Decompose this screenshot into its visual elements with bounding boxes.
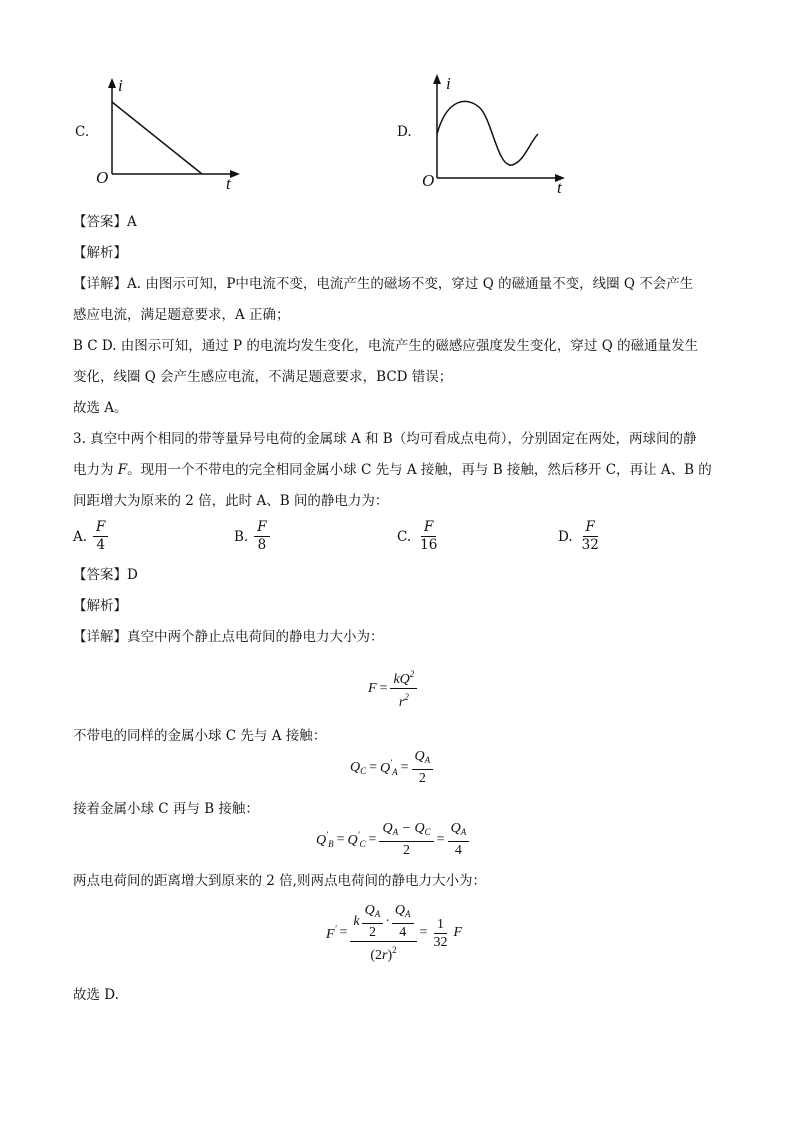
q2-conclusion: 故选 A。: [73, 400, 128, 416]
fraction-numerator: F: [583, 519, 598, 537]
equation-charge-c-a: $Q_C$ = $Q'_A$ = $\frac{Q_A}{2}$: [350, 748, 433, 787]
option-b: [234, 519, 270, 554]
option-fraction: [254, 519, 269, 554]
q2-detail-line: 变化，线圈 Q 会产生感应电流，不满足题意要求，BCD 错误；: [73, 369, 453, 385]
q3-detail: 【详解】真空中两个静止点电荷间的静电力大小为：: [73, 629, 384, 645]
equation-new-force: F' = k $\frac{Q_A}{2}$ · $\frac{Q_A}{4}$ $(2r)^2$ = $\frac{1}{32}$ F: [326, 903, 463, 963]
equation-coulomb: F = $\frac{kQ^2}{r^2}$: [368, 666, 417, 711]
q3-stem-line: 3. 真空中两个相同的带等量异号电荷的金属球 A 和 B（均可看成点电荷），分别固定在两处，两球间的静: [73, 431, 697, 447]
option-label: A.: [73, 528, 88, 545]
q3-stem: [73, 424, 723, 517]
graph-c-y-label: i: [118, 76, 123, 95]
q3-stem-line: 间距增大为原来的 2 倍，此时 A、B 间的静电力为：: [73, 493, 389, 509]
option-label: C.: [397, 528, 412, 545]
graph-d-x-label: t: [557, 178, 562, 197]
graph-d: [420, 68, 580, 193]
q3-stem-text: 电力为: [73, 462, 118, 478]
q3-stem-text: 。现用一个不带电的完全相同金属小球 C 先与 A 接触，再与 B 接触，然后移开 C，再让 A、B 的: [127, 462, 712, 478]
option-c: [397, 519, 440, 554]
equation-charge-c-b: $Q'_B$ = $Q'_C$ = $\frac{Q_A - Q_C}{2}$ = $\frac{Q_A}{4}$: [316, 820, 469, 859]
q3-text: 两点电荷间的距离增大到原来的 2 倍,则两点电荷间的静电力大小为：: [73, 873, 486, 889]
graph-d-origin: O: [422, 171, 435, 190]
q3-analysis: 【解析】: [73, 598, 127, 614]
q2-detail-line: 感应电流，满足题意要求，A 正确；: [73, 307, 290, 323]
graph-c-x-label: t: [226, 174, 231, 193]
option-fraction: [579, 519, 602, 554]
fraction-denominator: 8: [257, 537, 267, 553]
q3-stem-line: [73, 455, 723, 486]
q2-detail-line: B C D. 由图示可知，通过 P 的电流均发生变化，电流产生的磁感应强度发生变化，穿过 Q 的磁通量发生: [73, 338, 699, 354]
q2-detail-line: 【详解】A. 由图示可知，P中电流不变，电流产生的磁场不变，穿过 Q 的磁通量不变，线圈 Q 不会产生: [73, 276, 694, 292]
q3-force-symbol: F: [117, 462, 128, 478]
q2-analysis: 【解析】: [73, 245, 127, 261]
graph-d-y-label: i: [446, 74, 451, 93]
q2-answer: 【答案】A: [73, 214, 137, 230]
option-a: [73, 519, 108, 554]
q2-solution: [73, 207, 723, 424]
option-fraction: [93, 519, 108, 554]
q3-text: 接着金属小球 C 再与 B 接触：: [73, 801, 259, 817]
option-d: [558, 519, 602, 554]
fraction-numerator: F: [421, 519, 436, 537]
fraction-numerator: F: [254, 519, 269, 537]
graph-c-line: [112, 102, 202, 174]
fraction-denominator: 16: [420, 537, 438, 553]
option-label: B.: [234, 528, 249, 545]
q3-solution: [73, 560, 723, 653]
graph-c-origin: O: [96, 168, 109, 187]
graph-c-label: C.: [75, 124, 90, 140]
fraction-denominator: 32: [581, 537, 599, 553]
option-fraction: [417, 519, 440, 554]
q3-conclusion: 故选 D.: [73, 987, 119, 1003]
option-label: D.: [558, 528, 573, 545]
graph-d-label: D.: [397, 124, 412, 140]
fraction-numerator: F: [93, 519, 108, 537]
fraction-denominator: 4: [96, 537, 106, 553]
q3-answer: 【答案】D: [73, 567, 138, 583]
graph-d-curve: [437, 101, 538, 165]
q3-text: 不带电的同样的金属小球 C 先与 A 接触：: [73, 728, 327, 744]
